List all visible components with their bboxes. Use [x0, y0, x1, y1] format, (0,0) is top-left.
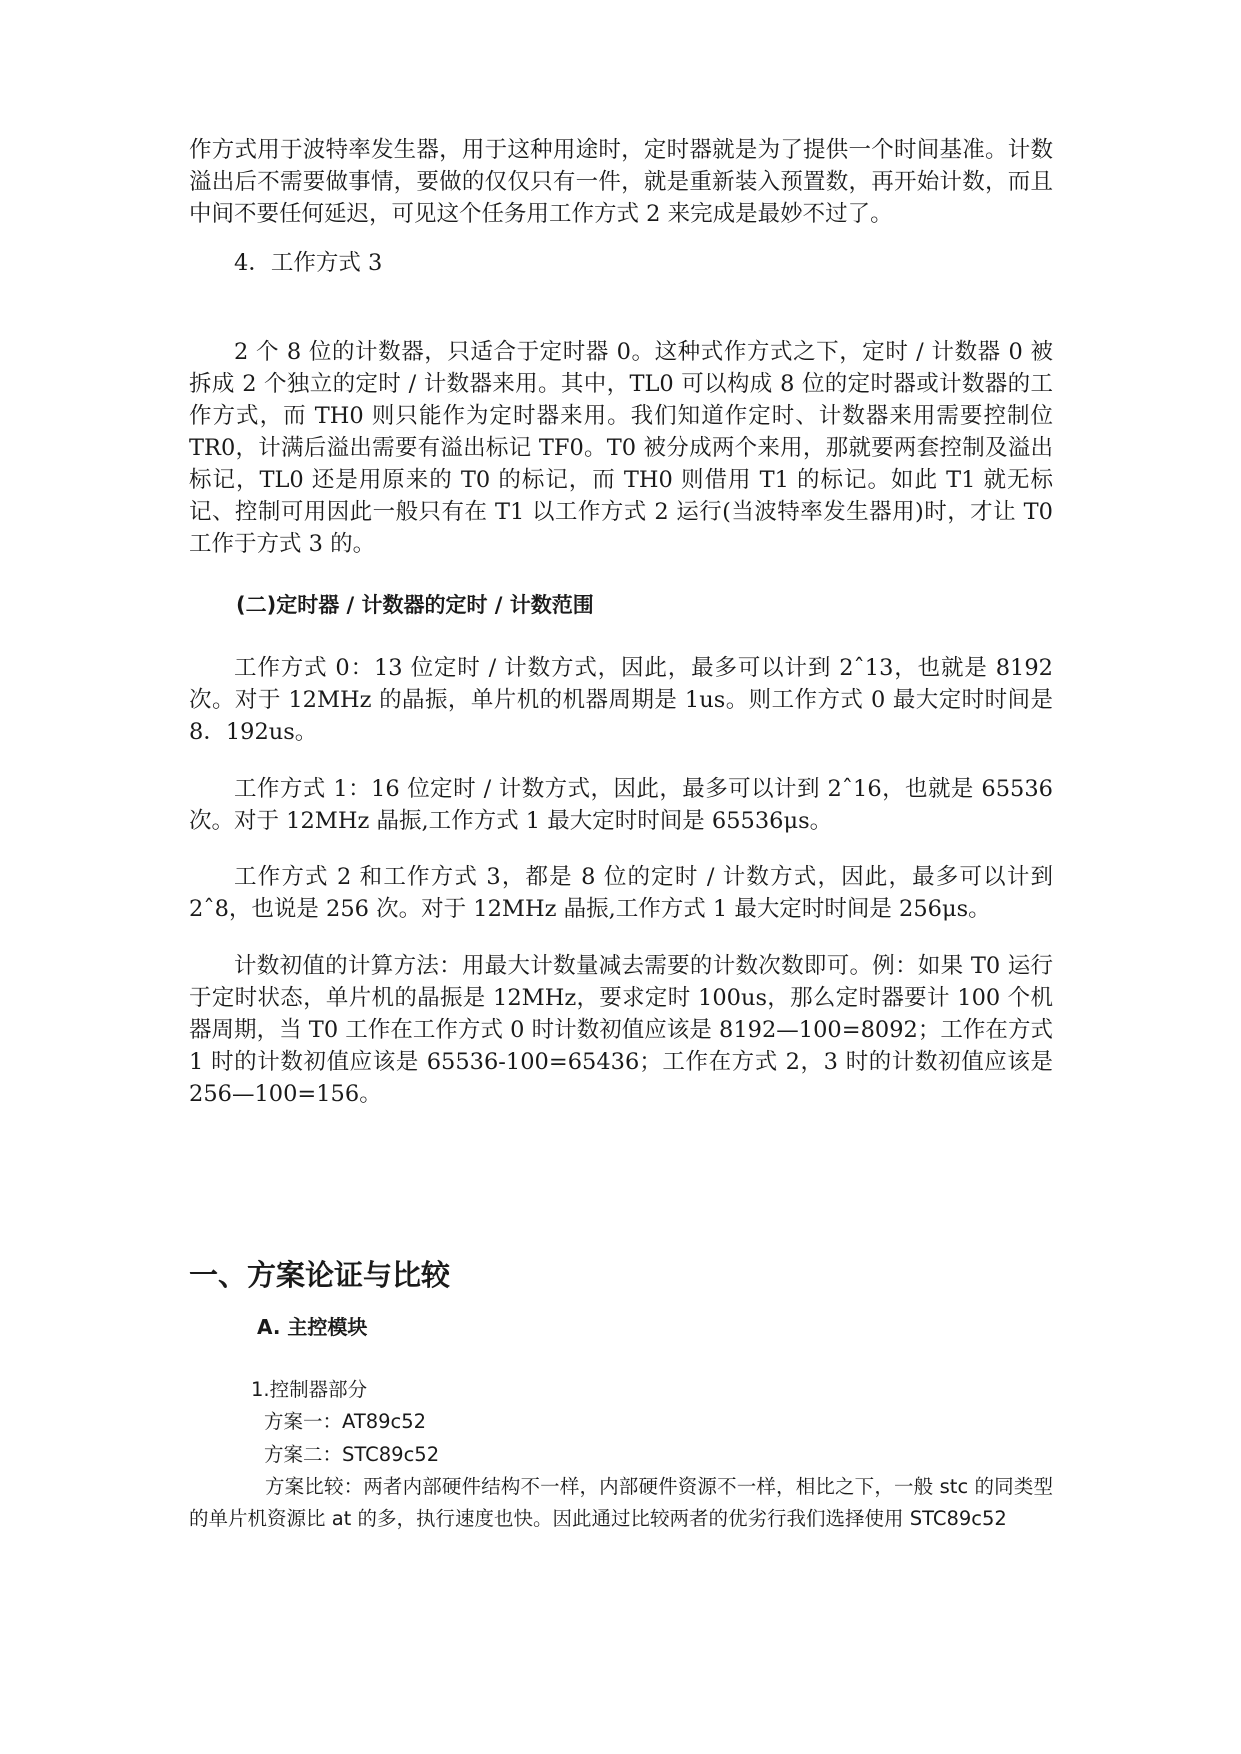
paragraph-baud-rate: 作方式用于波特率发生器，用于这种用途时，定时器就是为了提供一个时间基准。计数溢出后不需要做事情，要做的仅仅只有一件，就是重新装入预置数，再开始计数，而且中间不要任何延迟，可见这个任务用工作方式 2 来完成是最妙不过了。	[189, 137, 1053, 227]
heading-timing-range: (二)定时器 / 计数器的定时 / 计数范围	[236, 593, 594, 617]
paragraph-initial-value: 计数初值的计算方法：用最大计数量减去需要的计数次数即可。例：如果 T0 运行于定时状态，单片机的晶振是 12MHz，要求定时 100us，那么定时器要计 100 个机器周期，当 T0 工作在工作方式 0 时计数初值应该是 8192—100=8092；工作在方式 1 时的计数初值应该是 65536-100=65436；工作在方式 2，3 时的计数初值应该是 256—100=156。	[189, 953, 1053, 1107]
paragraph-mode-3: 2 个 8 位的计数器，只适合于定时器 0。这种式作方式之下，定时 / 计数器 0 被拆成 2 个独立的定时 / 计数器来用。其中，TL0 可以构成 8 位的定时器或计数器的工作方式，而 TH0 则只能作为定时器来用。我们知道作定时、计数器来用需要控制位 TR0，计满后溢出需要有溢出标记 TF0。T0 被分成两个来用，那就要两套控制及溢出标记，TL0 还是用原来的 T0 的标记，而 TH0 则借用 T1 的标记。如此 T1 就无标记、控制可用因此一般只有在 T1 以工作方式 2 运行(当波特率发生器用)时，才让 T0 工作于方式 3 的。	[189, 339, 1053, 557]
section-subtitle-main-control: A. 主控模块	[257, 1315, 368, 1339]
item-controller-part: 1.控制器部分	[251, 1378, 368, 1401]
paragraph-mode-1-range: 工作方式 1：16 位定时 / 计数方式，因此，最多可以计到 2ˆ16，也就是 65536 次。对于 12MHz 晶振,工作方式 1 最大定时时间是 65536μs。	[189, 776, 1053, 834]
option-one: 方案一：AT89c52	[264, 1410, 427, 1433]
paragraph-mode-0-range: 工作方式 0：13 位定时 / 计数方式，因此，最多可以计到 2ˆ13，也就是 8192 次。对于 12MHz 的晶振，单片机的机器周期是 1us。则工作方式 0 最大定时时间是 8．192us。	[189, 655, 1053, 745]
option-comparison: 方案比较：两者内部硬件结构不一样，内部硬件资源不一样，相比之下，一般 stc 的同类型的单片机资源比 at 的多，执行速度也快。因此通过比较两者的优劣行我们选择使用 STC89c52	[189, 1475, 1053, 1530]
option-two: 方案二：STC89c52	[264, 1443, 440, 1466]
section-title: 一、方案论证与比较	[189, 1258, 451, 1292]
paragraph-mode-2-3-range: 工作方式 2 和工作方式 3，都是 8 位的定时 / 计数方式，因此，最多可以计到 2ˆ8，也说是 256 次。对于 12MHz 晶振,工作方式 1 最大定时时间是 256μs。	[189, 864, 1053, 922]
heading-mode-3: 4．工作方式 3	[234, 250, 383, 276]
